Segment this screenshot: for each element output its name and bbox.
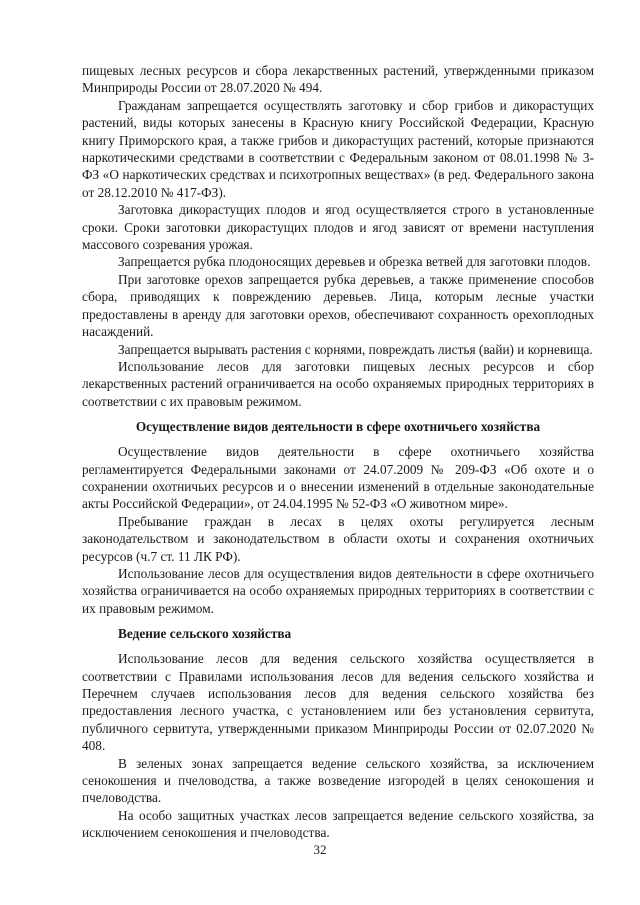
section-heading-hunting: Осуществление видов деятельности в сфере охотничьего хозяйства: [135, 419, 541, 435]
paragraph: пищевых лесных ресурсов и сбора лекарственных растений, утвержденными приказом Минприроды России от 28.07.2020 № 494.: [82, 63, 594, 96]
paragraph: На особо защитных участках лесов запрещается ведение сельского хозяйства, за исключением сенокошения и пчеловодства.: [82, 807, 594, 841]
paragraph: Использование лесов для ведения сельского хозяйства осуществляется в соответствии с Правилами использования лесов для ведения сельского хозяйства и Перечнем случаев использования лесов для ведения сельского хозяйства без предоставления лесного участка, с установлением или без установления сервитута, публичного сервитута, утвержденными приказом Минприроды России от 02.07.2020 № 408.: [82, 651, 594, 754]
paragraph: Запрещается вырывать растения с корнями, повреждать листья (вайи) и корневища.: [118, 341, 593, 357]
page-number: 32: [313, 842, 327, 857]
paragraph: В зеленых зонах запрещается ведение сельского хозяйства, за исключением сенокошения и пчеловодства, а также возведение изгородей в целях сенокошения и пчеловодства.: [82, 755, 594, 806]
paragraph: Осуществление видов деятельности в сфере охотничьего хозяйства регламентируется Федеральными законами от 24.07.2009 № 209-ФЗ «Об охоте и о сохранении охотничьих ресурсов и о внесении изменений в отдельные законодательные акты Российской Федерации», от 24.04.1995 № 52-ФЗ «О животном мире».: [82, 444, 594, 512]
paragraph: Использование лесов для заготовки пищевых лесных ресурсов и сбор лекарственных растений ограничивается на особо охраняемых природных территориях в соответствии с их правовым режимом.: [82, 358, 594, 409]
paragraph: Пребывание граждан в лесах в целях охоты регулируется лесным законодательством и законодательством в области охоты и сохранения охотничьих ресурсов (ч.7 ст. 11 ЛК РФ).: [82, 513, 594, 564]
section-heading-agriculture: Ведение сельского хозяйства: [118, 626, 292, 642]
paragraph: Запрещается рубка плодоносящих деревьев и обрезка ветвей для заготовки плодов.: [118, 254, 591, 270]
paragraph: Гражданам запрещается осуществлять заготовку и сбор грибов и дикорастущих растений, виды которых занесены в Красную книгу Российской Федерации, Красную книгу Приморского края, а также грибов и дикорастущих растений, которые признаются наркотическими средствами в соответствии с Федеральным законом от 08.01.1998 № 3-ФЗ «О наркотических средствах и психотропных веществах» (в ред. Федерального закона от 28.12.2010 № 417-ФЗ).: [82, 97, 594, 200]
paragraph: Заготовка дикорастущих плодов и ягод осуществляется строго в установленные сроки. Сроки заготовки дикорастущих плодов и ягод зависят от времени наступления массового созревания урожая.: [82, 202, 594, 253]
paragraph: Использование лесов для осуществления видов деятельности в сфере охотничьего хозяйства ограничивается на особо охраняемых природных территориях в соответствии с их правовым режимом.: [82, 565, 594, 616]
paragraph: При заготовке орехов запрещается рубка деревьев, а также применение способов сбора, приводящих к повреждению деревьев. Лица, которым лесные участки предоставлены в аренду для заготовки орехов, обеспечивают сохранность орехоплодных насаждений.: [82, 271, 594, 340]
